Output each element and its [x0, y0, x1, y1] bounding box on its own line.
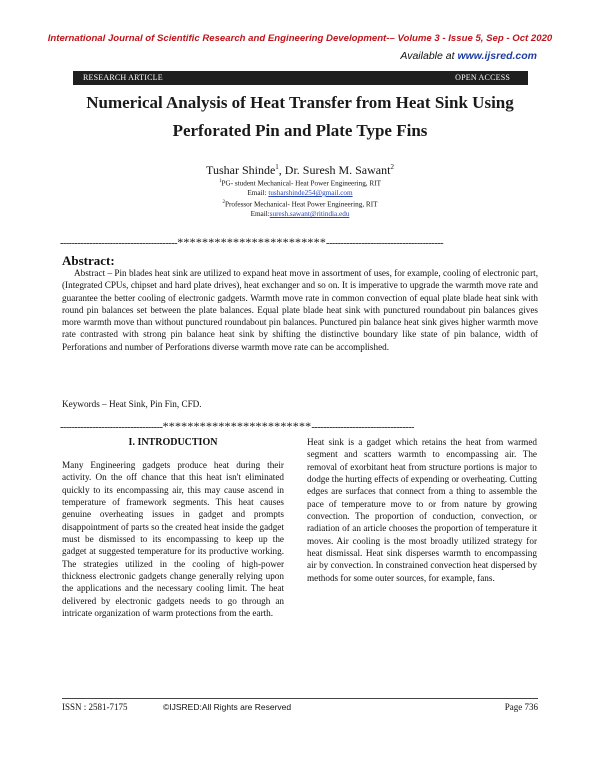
- section-separator-2: [60, 419, 540, 434]
- affiliation-1: [0, 179, 600, 187]
- title-line-2: Perforated Pin and Plate Type Fins: [172, 121, 428, 140]
- email-2-line: [0, 210, 600, 218]
- journal-header: International Journal of Scientific Research and Engineering Development-– Volume 3 - Issue 5, Sep - Oct 2020: [47, 33, 553, 44]
- email-2-link[interactable]: suresh.sawant@ritindia.edu: [269, 210, 350, 218]
- email-1-label: Email:: [247, 189, 267, 197]
- separator-dashes-right: ----------------------------------------: [326, 238, 444, 249]
- journal-url[interactable]: www.ijsred.com: [457, 50, 537, 62]
- affiliation-2: [0, 200, 600, 208]
- affiliation-2-text: Professor Mechanical- Heat Power Engineering, RIT: [225, 200, 378, 209]
- intro-paragraph-left: Many Engineering gadgets produce heat during their activity. On the off chance that this heat isn't eliminated quickly to its encompassing air, this may cause ascend in temperature of framework segments. This heat causes genuine overheating issues in gadget and prompts disappointment of parts so the created heat inside the gadget must be dismissed to its encompassing to keep up the gadget at suggested temperature for its productive working. The strategies utilized in the cooling of high-power thickness electronic gadgets change generally relying upon the applications and the necessary cooling limit. The heat delivered by electronic gadgets needs to go through an intricate organization of warm protections from the earth.: [62, 460, 284, 619]
- keywords: Keywords – Heat Sink, Pin Fin, CFD.: [62, 399, 202, 409]
- affiliation-1-text: PG- student Mechanical- Heat Power Engineering, RIT: [221, 179, 381, 188]
- separator-stars: ************************: [177, 235, 327, 249]
- separator-dashes-left: ----------------------------------------: [60, 238, 178, 249]
- separator2-dashes-left: -----------------------------------: [60, 422, 163, 433]
- section-separator: [60, 235, 540, 250]
- affiliation-1-sup: 1: [219, 179, 222, 184]
- introduction-heading: I. INTRODUCTION: [128, 437, 218, 448]
- email-1-line: [0, 189, 600, 197]
- author-separator: ,: [278, 163, 285, 177]
- author-1-sup: 1: [275, 163, 279, 171]
- intro-paragraph-right: Heat sink is a gadget which retains the heat from warmed segment and scatters warmth to encompassing air. The removal of exorbitant heat from structure portions is major to dodge the hurting effects of expending or overheating. Cutting edges are surfaces that connect from a thing to assemble the pace of temperature move to or from nature by growing convection. The proportion of conduction, convection, or radiation of an article chooses the proportion of temperature it moves. Air cooling is the most broadly utilized strategy for heat dismissal. Heat sink disperses warmth to encompassing air by convection. In constrained convection heat dispersed by methods for some outer sources, for example, fans.: [307, 437, 537, 583]
- footer-divider: [62, 698, 538, 699]
- abstract-heading: Abstract:: [62, 253, 115, 268]
- separator2-dashes-right: -----------------------------------: [311, 422, 414, 433]
- title-line-1: Numerical Analysis of Heat Transfer from Heat Sink Using: [86, 93, 514, 112]
- author-2: Dr. Suresh M. Sawant: [284, 163, 391, 177]
- footer-issn: ISSN : 2581-7175: [62, 702, 128, 712]
- author-1: Tushar Shinde: [206, 163, 276, 177]
- email-1-link[interactable]: tusharshinde254@gmail.com: [268, 189, 353, 197]
- footer-page-number: Page 736: [504, 702, 538, 712]
- authors: [0, 163, 600, 178]
- author-2-sup: 2: [390, 163, 394, 171]
- footer-copyright: ©IJSRED:All Rights are Reserved: [163, 702, 292, 712]
- separator2-stars: ************************: [162, 419, 312, 433]
- affiliation-2-sup: 2: [222, 200, 225, 205]
- available-prefix: Available at: [400, 50, 455, 62]
- article-type: RESEARCH ARTICLE: [83, 73, 163, 82]
- abstract-text: Abstract – Pin blades heat sink are utilized to expand heat move in assortment of uses, for example, cooling of electronic part, (Integrated CPUs, chipset and hard plate drives), heat exchanger and so on. It is imperative to upgrade the warmth move rate and guarantee the better cooling of electronic gadgets. Warmth move rate in common convection of equal plate blade heat sink with round pin balances set between the plate balances. Equal plate blade heat sink with punctured roundabout pin balances gives more warmth move than without punctured roundabout pin balances. Punctured pin balance heat sink gives higher warmth move rate contrasted with strong pin balance heat sink by shifting the distinctive boundary like state of pin balance, width of Perforations and number of Perforations diverse warmth move rate can be accomplished.: [62, 268, 538, 352]
- availability-line: [400, 50, 537, 62]
- email-2-label: Email:: [250, 210, 270, 218]
- article-type-bar: [73, 71, 528, 85]
- open-access-label: OPEN ACCESS: [455, 73, 510, 82]
